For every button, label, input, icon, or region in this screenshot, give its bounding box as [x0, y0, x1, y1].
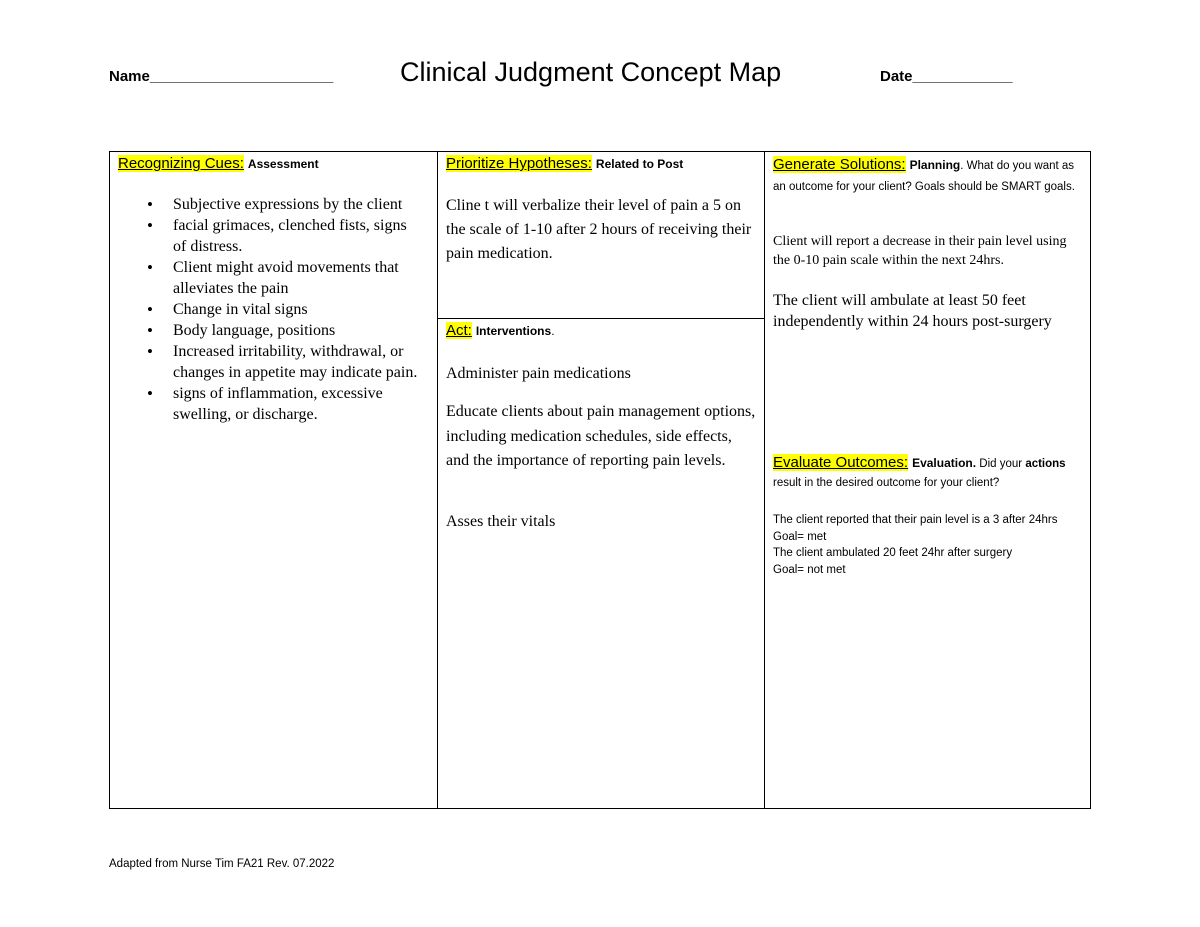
list-item: • Change in vital signs — [173, 299, 423, 320]
act-title: Act: — [446, 322, 472, 339]
list-item: • Increased irritability, withdrawal, or changes in appetite may indicate pain. — [173, 341, 423, 383]
evaluate-outcomes-title: Evaluate Outcomes: — [773, 454, 909, 471]
name-field-label: Name______________________ — [109, 68, 334, 85]
middle-column — [438, 152, 765, 808]
concept-map-table — [109, 151, 1091, 809]
recognizing-cues-title: Recognizing Cues: — [118, 155, 244, 172]
act-heading — [446, 322, 555, 339]
act-item: Administer pain medications — [446, 365, 631, 382]
act-item: Educate clients about pain management options, including medication schedules, side effects, and the importance of reporting pain levels. — [446, 403, 756, 469]
evaluate-prompt-bold: actions — [1025, 458, 1066, 470]
list-item: • Client might avoid movements that alleviates the pain — [173, 257, 423, 299]
generate-solutions-subtitle: Planning — [909, 158, 961, 172]
evaluate-outcomes-subtitle: Evaluation. — [912, 456, 977, 470]
evaluate-outcomes-heading — [773, 454, 1085, 492]
prioritize-hypotheses-heading — [446, 155, 683, 172]
recognizing-cues-cell — [110, 152, 438, 808]
act-subtitle: Interventions — [475, 324, 552, 338]
prioritize-hypotheses-text: Cline t will verbalize their level of pain a 5 on the scale of 1-10 after 2 hours of receiving their pain medication. — [446, 197, 752, 262]
evaluation-line: The client reported that their pain level is a 3 after 24hrs — [773, 514, 1058, 526]
prioritize-hypotheses-title: Prioritize Hypotheses: — [446, 155, 592, 172]
generate-solutions-prompt: . What do you want as an outcome for your client? Goals should be SMART goals. — [773, 160, 1075, 193]
planning-goal-2: The client will ambulate at least 50 feet independently within 24 hours post-surgery — [773, 292, 1052, 330]
footer-note: Adapted from Nurse Tim FA21 Rev. 07.2022 — [109, 858, 335, 870]
recognizing-cues-list — [118, 194, 423, 425]
planning-goal-1: Client will report a decrease in their pain level using the 0-10 pain scale within the next 24hrs. — [773, 234, 1067, 268]
evaluate-prompt-part-2: result in the desired outcome for your client? — [773, 477, 1000, 489]
list-item: • Subjective expressions by the client — [173, 194, 423, 215]
generate-solutions-title: Generate Solutions: — [773, 156, 906, 173]
recognizing-cues-heading — [118, 155, 319, 172]
evaluation-results — [773, 512, 1085, 578]
list-item: • Body language, positions — [173, 320, 423, 341]
evaluation-line: The client ambulated 20 feet 24hr after surgery — [773, 547, 1013, 559]
right-column — [765, 152, 1090, 808]
recognizing-cues-subtitle: Assessment — [247, 157, 319, 171]
date-field-label: Date____________ — [880, 68, 1013, 85]
list-item: • signs of inflammation, excessive swelling, or discharge. — [173, 383, 423, 425]
prioritize-hypotheses-subtitle: Related to Post — [595, 157, 684, 171]
act-subtitle-suffix: . — [551, 324, 555, 338]
act-item: Asses their vitals — [446, 513, 556, 530]
list-item: • facial grimaces, clenched fists, signs of distress. — [173, 215, 423, 257]
page-title: Clinical Judgment Concept Map — [400, 57, 782, 87]
evaluate-prompt-part-1: Did your — [976, 458, 1026, 470]
evaluation-line: Goal= not met — [773, 563, 846, 576]
evaluation-line: Goal= met — [773, 530, 827, 543]
cell-divider — [438, 318, 764, 319]
generate-solutions-heading — [773, 155, 1085, 197]
